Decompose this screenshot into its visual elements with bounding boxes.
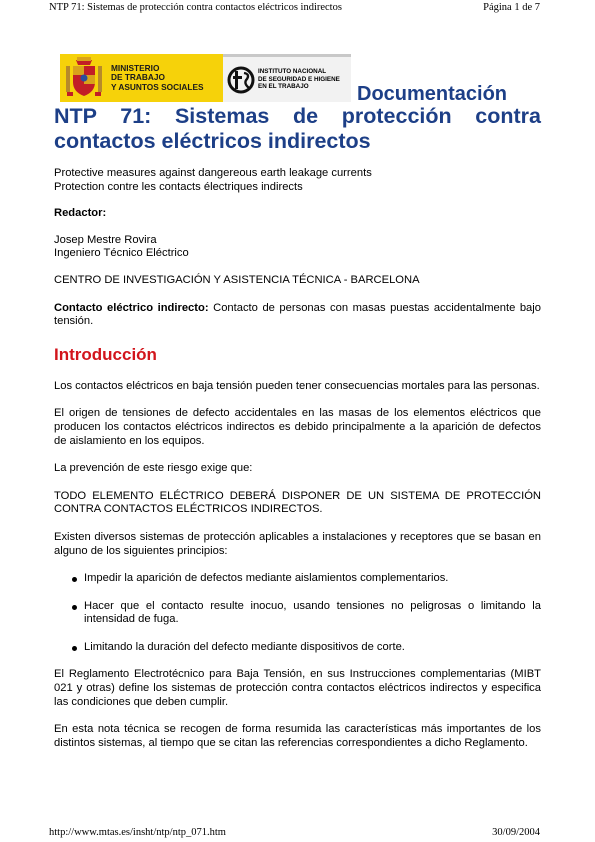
paragraph: El origen de tensiones de defecto accidentales en las masas de los elementos eléctricos que producen los contactos eléctricos indirectos es debido principalmente a la aparición de defectos de aislamiento en los equipos.: [54, 407, 541, 447]
header-page-number: Página 1 de 7: [483, 2, 540, 13]
header-document-title: NTP 71: Sistemas de protección contra contactos eléctricos indirectos: [49, 2, 342, 13]
paragraph-requirement: TODO ELEMENTO ELÉCTRICO DEBERÁ DISPONER DE UN SISTEMA DE PROTECCIÓN CONTRA CONTACTOS ELÉCTRICOS INDIRECTOS.: [54, 489, 541, 516]
paragraph: Los contactos eléctricos en baja tensión pueden tener consecuencias mortales para las personas.: [54, 379, 540, 392]
principles-list: [54, 572, 541, 654]
list-item: Impedir la aparición de defectos mediante aislamientos complementarios.: [54, 572, 541, 586]
paragraph: Existen diversos sistemas de protección aplicables a instalaciones y receptores que se basan en alguno de los siguientes principios:: [54, 530, 541, 557]
document-body: [54, 104, 541, 750]
definition-term: Contacto eléctrico indirecto:: [54, 301, 209, 314]
insht-logo: [223, 54, 351, 102]
definition-text: Contacto de personas con masas puestas accidentalmente bajo tensión.: [54, 301, 541, 328]
bullet-icon: [72, 577, 77, 582]
subtitle-english: Protective measures against dangereous earth leakage currents: [54, 167, 372, 179]
section-heading-introduccion: Introducción: [54, 344, 157, 364]
institution-banner: [60, 54, 351, 102]
running-footer: [0, 827, 595, 838]
translated-subtitles: [54, 167, 541, 194]
ministerio-name: MINISTERIO DE TRABAJO Y ASUNTOS SOCIALES: [111, 62, 204, 92]
documentacion-label: Documentación: [357, 83, 508, 105]
subtitle-french: Protection contre les contacts électriques indirects: [54, 180, 303, 193]
bullet-icon: [72, 646, 77, 651]
redactor-label: Redactor:: [54, 207, 107, 220]
page-title: NTP 71: Sistemas de protección contra contactos eléctricos indirectos: [54, 104, 541, 153]
author-role: Ingeniero Técnico Eléctrico: [54, 247, 189, 260]
definition: [54, 302, 541, 329]
author-name: Josep Mestre Rovira: [54, 233, 157, 246]
paragraph: En esta nota técnica se recogen de forma resumida las características más importantes de los distintos sistemas, al tiempo que se citan las referencias correspondientes a dicho Reglamento.: [54, 723, 541, 749]
insht-emblem-icon: [227, 65, 255, 95]
coat-of-arms-icon: [64, 56, 104, 100]
footer-date: 30/09/2004: [492, 827, 540, 838]
paragraph: La prevención de este riesgo exige que:: [54, 462, 253, 475]
footer-url[interactable]: http://www.mtas.es/insht/ntp/ntp_071.htm: [49, 827, 226, 838]
ministerio-logo: [60, 54, 223, 102]
running-header: [0, 0, 595, 13]
bullet-icon: [72, 605, 77, 610]
author-block: [54, 234, 541, 261]
insht-name: INSTITUTO NACIONAL DE SEGURIDAD E HIGIENE EN EL TRABAJO: [258, 68, 340, 91]
list-item: Limitando la duración del defecto mediante dispositivos de corte.: [54, 641, 541, 655]
research-center: CENTRO DE INVESTIGACIÓN Y ASISTENCIA TÉCNICA - BARCELONA: [54, 273, 420, 286]
list-item: Hacer que el contacto resulte inocuo, usando tensiones no peligrosas o limitando la intensidad de fuga.: [54, 600, 541, 627]
paragraph: El Reglamento Electrotécnico para Baja Tensión, en sus Instrucciones complementarias (MIBT 021 y otras) define los sistemas de protección contra contactos eléctricos indirectos y especifica las condiciones que deben cumplir.: [54, 668, 541, 708]
